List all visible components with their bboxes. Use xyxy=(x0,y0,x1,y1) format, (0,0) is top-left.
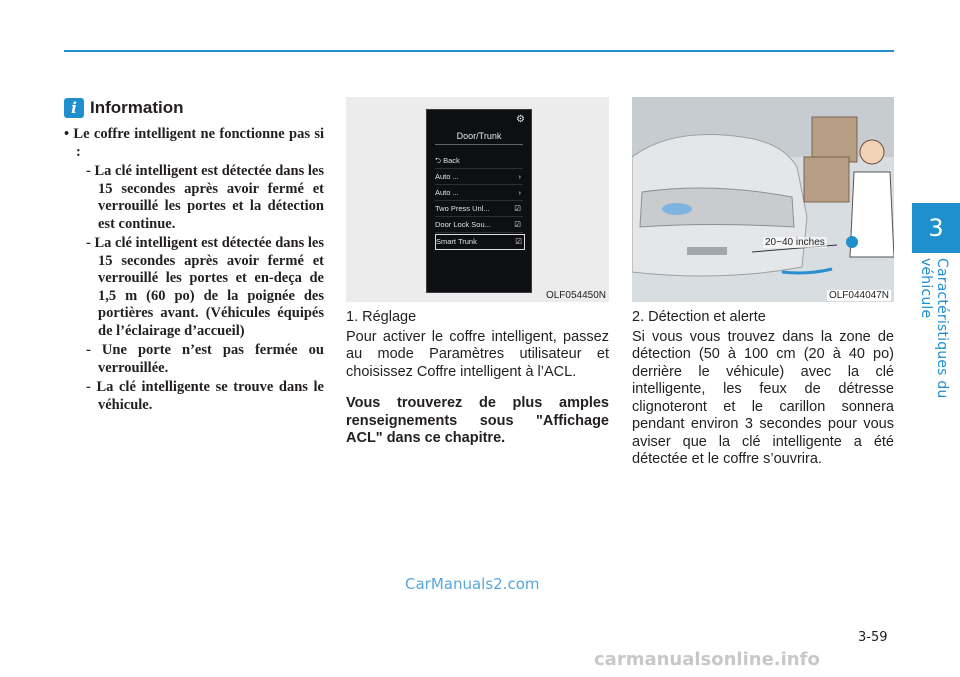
chapter-number: 3 xyxy=(928,214,944,242)
trunk-detection-figure xyxy=(632,97,894,302)
gear-icon: ⚙ xyxy=(516,114,525,125)
lcd-screen xyxy=(426,109,532,293)
info-item: - Une porte n’est pas fermée ou verrouillée. xyxy=(86,342,324,376)
car-illustration xyxy=(632,97,894,302)
figure-caption: 1. Réglage xyxy=(346,309,417,325)
info-icon: i xyxy=(64,98,84,118)
info-item: - La clé intelligent est détectée dans les 15 secondes après avoir fermé et verrouillé les portes et la détection est continue. xyxy=(86,163,324,232)
screen-row: Two Press Unl... ☑ xyxy=(435,202,523,217)
screen-row: Auto ... › xyxy=(435,186,523,201)
settings-screen-figure xyxy=(346,97,609,302)
screen-row: ⮌ Back xyxy=(435,154,523,169)
info-title: Information xyxy=(90,98,184,117)
figure-code: OLF044047N xyxy=(828,290,889,301)
body-text: Pour activer le coffre intelligent, passez au mode Paramètres utilisateur et choisissez Coffre intelligent à l’ACL. xyxy=(346,328,609,380)
top-rule xyxy=(64,50,894,52)
info-item: - La clé intelligent est détectée dans les 15 secondes après avoir fermé et verrouillé les portes et en-deça de 1,5 m (60 po) de la poignée des portières avant. (Véhicules équipés de l’éclairage d’accueil) xyxy=(86,235,324,339)
chapter-tab xyxy=(912,203,960,253)
distance-label: 20~40 inches xyxy=(765,237,825,248)
figure-code: OLF054450N xyxy=(545,290,606,301)
screen-title: Door/Trunk xyxy=(435,128,523,145)
reference-note: Vous trouverez de plus amples renseignements sous "Affichage ACL" dans ce chapitre. xyxy=(346,395,609,446)
setting-section xyxy=(346,309,609,450)
detection-section xyxy=(632,309,894,471)
info-bullet: • Le coffre intelligent ne fonctionne pas si : xyxy=(64,126,324,160)
info-item: - La clé intelligente se trouve dans le véhicule. xyxy=(86,379,324,413)
screen-row-selected: Smart Trunk ☑ xyxy=(435,234,525,250)
watermark-link[interactable]: CarManuals2.com xyxy=(405,575,540,593)
chapter-label: Caractéristiques du véhicule xyxy=(918,258,950,399)
info-heading xyxy=(64,98,184,118)
watermark-footer: carmanualsonline.info xyxy=(594,649,820,670)
screen-row: Door Lock Sou... ☑ xyxy=(435,218,523,233)
screen-row: Auto ... › xyxy=(435,170,523,185)
info-body xyxy=(64,126,324,416)
figure-caption: 2. Détection et alerte xyxy=(632,309,766,325)
page-number: 3-59 xyxy=(858,630,888,645)
body-text: Si vous vous trouvez dans la zone de détection (50 à 100 cm (20 à 40 po) derrière le véhicule) avec la clé intelligente, les feux de détresse clignoteront et le carillon sonnera pendant environ 3 secondes pour vous aviser que la clé intelligente a été détectée et le coffre s’ouvrira. xyxy=(632,328,894,467)
